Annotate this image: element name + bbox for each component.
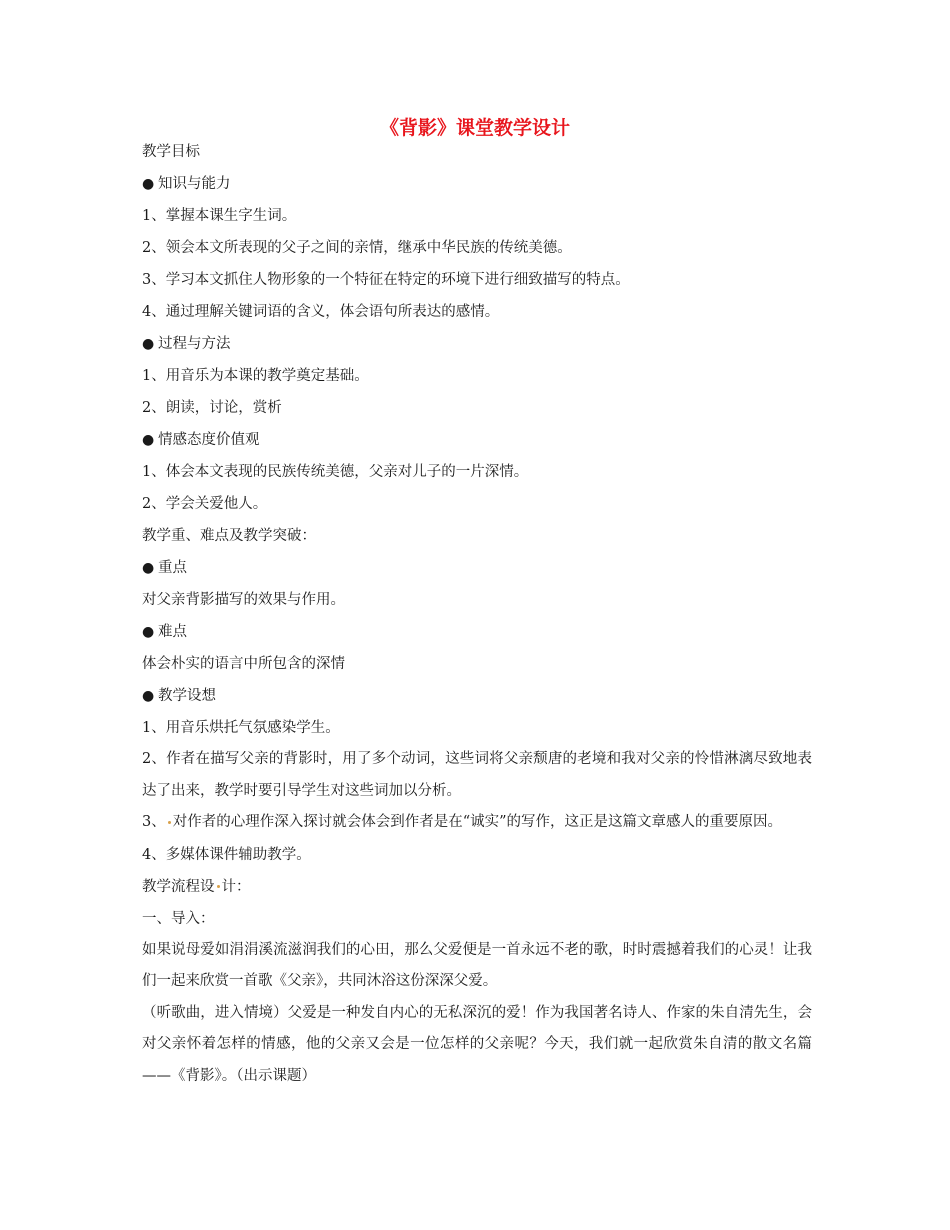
section-heading-text: 知识与能力 bbox=[158, 176, 231, 192]
section-heading-text: 重点 bbox=[158, 560, 187, 576]
bullet-icon: ● bbox=[142, 560, 155, 576]
list-item-text: 对作者的心理作深入探讨就会体会到作者是在“诚实”的写作，这正是这篇文章感人的重要原因。 bbox=[172, 814, 783, 830]
list-item: 2、领会本文所表现的父子之间的亲情，继承中华民族的传统美德。 bbox=[142, 240, 572, 256]
section-heading-text: 情感态度价值观 bbox=[158, 432, 260, 448]
list-item: 3、学习本文抓住人物形象的一个特征在特定的环境下进行细致描写的特点。 bbox=[142, 272, 630, 288]
document-title: 《背影》课堂教学设计 bbox=[379, 117, 570, 139]
section-heading-text: 过程与方法 bbox=[158, 336, 231, 352]
list-item: 4、通过理解关键词语的含义，体会语句所表达的感情。 bbox=[142, 304, 500, 320]
list-item: 1、掌握本课生字生词。 bbox=[142, 208, 297, 224]
list-item: 1、用音乐为本课的教学奠定基础。 bbox=[142, 368, 369, 384]
section-process-heading bbox=[142, 328, 812, 360]
section-difficulty-heading bbox=[142, 616, 812, 648]
flow-heading-part: 计： bbox=[221, 878, 251, 895]
bullet-icon: ● bbox=[142, 336, 155, 352]
bullet-icon: ● bbox=[142, 176, 155, 192]
flow-heading bbox=[142, 871, 812, 903]
bullet-icon: ● bbox=[142, 624, 155, 640]
list-item: 2、作者在描写父亲的背影时，用了多个动词，这些词将父亲颓唐的老境和我对父亲的怜惜淋漓尽致地表达了出来，教学时要引导学生对这些词加以分析。 bbox=[142, 751, 812, 799]
difficulty-text: 体会朴实的语言中所包含的深情 bbox=[142, 656, 345, 672]
list-item: 1、用音乐烘托气氛感染学生。 bbox=[142, 720, 340, 736]
mark-dot-icon bbox=[217, 885, 220, 888]
section-knowledge-heading bbox=[142, 168, 812, 200]
section-heading-text: 难点 bbox=[158, 624, 187, 640]
bullet-icon: ● bbox=[142, 688, 155, 704]
intro-heading: 一、导入： bbox=[142, 910, 215, 927]
section-concept-heading bbox=[142, 680, 812, 712]
section-emotion-heading bbox=[142, 424, 812, 456]
section-heading-text: 教学设想 bbox=[158, 688, 216, 704]
list-item: 2、朗读，讨论，赏析 bbox=[142, 400, 282, 416]
objectives-heading: 教学目标 bbox=[142, 144, 200, 160]
bullet-icon: ● bbox=[142, 432, 155, 448]
document-body bbox=[142, 136, 812, 1092]
list-item: 1、体会本文表现的民族传统美德，父亲对儿子的一片深情。 bbox=[142, 464, 529, 480]
list-item: 4、多媒体课件辅助教学。 bbox=[142, 846, 311, 863]
mark-dot-icon bbox=[168, 821, 171, 824]
list-item: 2、学会关爱他人。 bbox=[142, 496, 268, 512]
focus-text: 对父亲背影描写的效果与作用。 bbox=[142, 592, 345, 608]
flow-heading-part: 教学流程设 bbox=[142, 878, 215, 895]
intro-paragraph: （听歌曲，进入情境）父爱是一种发自内心的无私深沉的爱！作为我国著名诗人、作家的朱自清先生，会对父亲怀着怎样的情感，他的父亲又会是一位怎样的父亲呢？今天，我们就一起欣赏朱自清的散文名篇——《背影》。（出示课题） bbox=[142, 1004, 812, 1084]
list-item bbox=[142, 807, 812, 839]
section-focus-heading bbox=[142, 552, 812, 584]
key-points-heading: 教学重、难点及教学突破： bbox=[142, 528, 316, 544]
list-item-number: 3、 bbox=[142, 814, 166, 830]
intro-paragraph: 如果说母爱如涓涓溪流滋润我们的心田，那么父爱便是一首永远不老的歌，时时震撼着我们的心灵！让我们一起来欣赏一首歌《父亲》，共同沐浴这份深深父爱。 bbox=[142, 941, 812, 989]
